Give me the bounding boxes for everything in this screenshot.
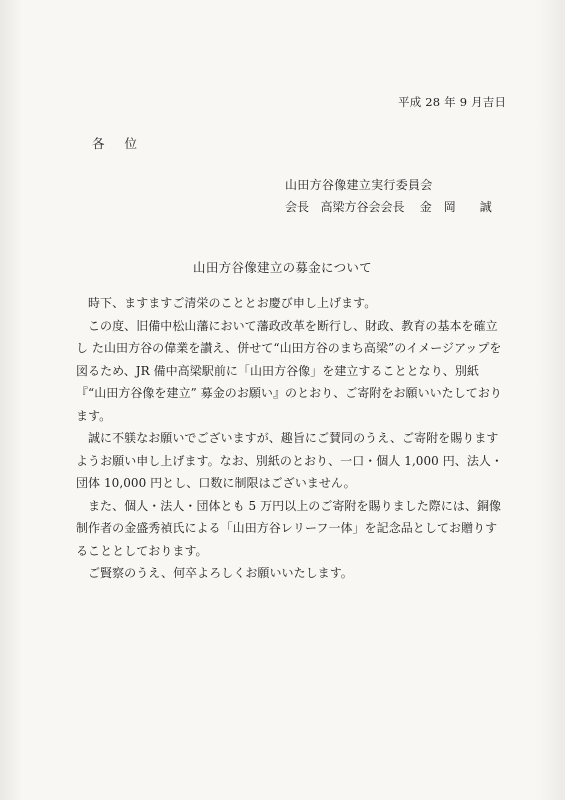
letter-title: 山田方谷像建立の募金について (193, 260, 372, 275)
body-paragraph-purpose: この度、旧備中松山藩において藩政改革を断行し、財政、教育の基本を確立し た山田方谷の偉業を讃え、併せて“山田方谷のまち高梁”のイメージアップを図るため、JR 備中高梁駅前に「山田方谷像」を建立することとなり、別紙『“山田方谷像を建立” 募金のお願い』のとおり、ご寄附をお願いいたしております。 (76, 318, 502, 423)
chair-affiliation: 高梁方谷会会長 (320, 200, 405, 214)
sender-block (285, 174, 492, 218)
sender-organization: 山田方谷像建立実行委員会 (285, 178, 433, 192)
body-paragraph-gift: また、個人・法人・団体とも 5 万円以上のご寄附を賜りました際には、銅像制作者の金盛秀禎氏による「山田方谷レリーフ一体」を記念品としてお贈りすることとしております。 (76, 498, 502, 558)
chair-name: 金 岡 誠 (419, 200, 492, 214)
body-paragraph-request: 誠に不躾なお願いでございますが、趣旨にご賛同のうえ、ご寄附を賜りますようお願い申し上げます。なお、別紙のとおり、一口・個人 1,000 円、法人・団体 10,000 円とし、口数に制限はございません。 (76, 431, 503, 490)
addressee: 各位 (92, 136, 158, 151)
sender-chair-line (285, 196, 492, 218)
body-paragraph-closing: ご賢察のうえ、何卒よろしくお願いいたします。 (88, 566, 353, 580)
chair-role: 会長 (285, 200, 310, 214)
letter-body (76, 292, 504, 585)
letter-date: 平成 28 年 9 月吉日 (398, 95, 507, 109)
body-paragraph-greeting: 時下、ますますご清栄のこととお慶び申し上げます。 (88, 296, 377, 310)
